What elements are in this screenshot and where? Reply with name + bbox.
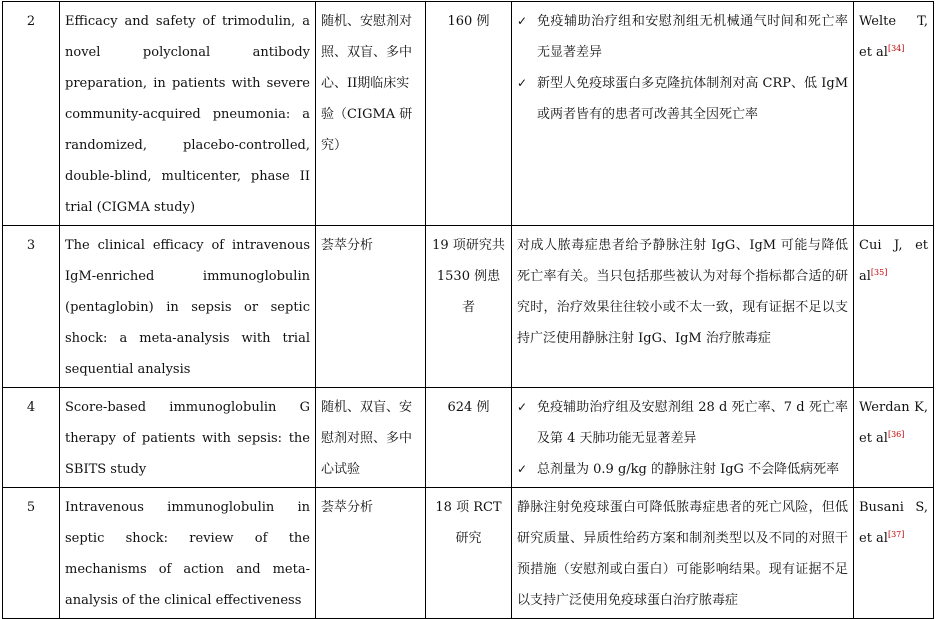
row-number: 4 [3,388,60,488]
reference-text: Cui J, et al [859,238,928,284]
check-icon: ✓ [517,400,528,414]
study-result [512,2,854,226]
result-bullet [517,392,848,454]
sample-size: 160 例 [426,2,512,226]
result-bullet-text: 新型人免疫球蛋白多克隆抗体制剂对高 CRP、低 IgM 或两者皆有的患者可改善其全因死亡率 [537,76,848,122]
study-title: The clinical efficacy of intravenous IgM-enriched immunoglobulin (pentaglobin) in sepsis or septic shock: a meta-analysis with trial sequential analysis [60,226,316,388]
sample-size: 624 例 [426,388,512,488]
study-design: 荟萃分析 [316,488,426,619]
study-table [2,1,934,619]
study-result: 静脉注射免疫球蛋白可降低脓毒症患者的死亡风险，但低研究质量、异质性给药方案和制剂类型以及不同的对照干预措施（安慰剂或白蛋白）可能影响结果。现有证据不足以支持广泛使用免疫球蛋白治疗脓毒症 [512,488,854,619]
study-title: Intravenous immunoglobulin in septic shock: review of the mechanisms of action and meta-analysis of the clinical effectiveness [60,488,316,619]
study-design: 随机、安慰剂对照、双盲、多中心、II期临床实验（CIGMA 研究） [316,2,426,226]
row-number: 3 [3,226,60,388]
reference [854,388,934,488]
citation-link[interactable]: [34] [887,44,905,53]
row-number: 2 [3,2,60,226]
study-result [512,388,854,488]
reference [854,488,934,619]
study-title: Score-based immunoglobulin G therapy of patients with sepsis: the SBITS study [60,388,316,488]
table-row [3,388,934,488]
study-design: 随机、双盲、安慰剂对照、多中心试验 [316,388,426,488]
study-result: 对成人脓毒症患者给予静脉注射 IgG、IgM 可能与降低死亡率有关。当只包括那些被认为对每个指标都合适的研究时，治疗效果往往较小或不太一致，现有证据不足以支持广泛使用静脉注射 IgG、IgM 治疗脓毒症 [512,226,854,388]
reference [854,2,934,226]
check-icon: ✓ [517,76,528,90]
table-row [3,2,934,226]
citation-link[interactable]: [35] [870,268,888,277]
reference-text: Busani S, et al [859,500,928,546]
study-title: Efficacy and safety of trimodulin, a novel polyclonal antibody preparation, in patients with severe community-acquired pneumonia: a randomized, placebo-controlled, double-blind, multicenter, phase II trial (CIGMA study) [60,2,316,226]
citation-link[interactable]: [37] [887,530,905,539]
study-design: 荟萃分析 [316,226,426,388]
citation-link[interactable]: [36] [887,430,905,439]
sample-size: 19 项研究共 1530 例患者 [426,226,512,388]
result-bullet-text: 免疫辅助治疗组和安慰剂组无机械通气时间和死亡率无显著差异 [537,14,848,60]
reference-text: Welte T, et al [859,14,928,60]
result-bullet [517,454,848,485]
check-icon: ✓ [517,462,528,476]
result-bullet [517,6,848,68]
result-bullet [517,68,848,130]
row-number: 5 [3,488,60,619]
reference [854,226,934,388]
result-bullet-text: 免疫辅助治疗组及安慰剂组 28 d 死亡率、7 d 死亡率及第 4 天肺功能无显著差异 [537,400,848,446]
result-bullet-text: 总剂量为 0.9 g/kg 的静脉注射 IgG 不会降低病死率 [537,462,840,477]
reference-text: Werdan K, et al [859,400,928,446]
table-row [3,226,934,388]
table-row [3,488,934,619]
check-icon: ✓ [517,14,528,28]
sample-size: 18 项 RCT 研究 [426,488,512,619]
